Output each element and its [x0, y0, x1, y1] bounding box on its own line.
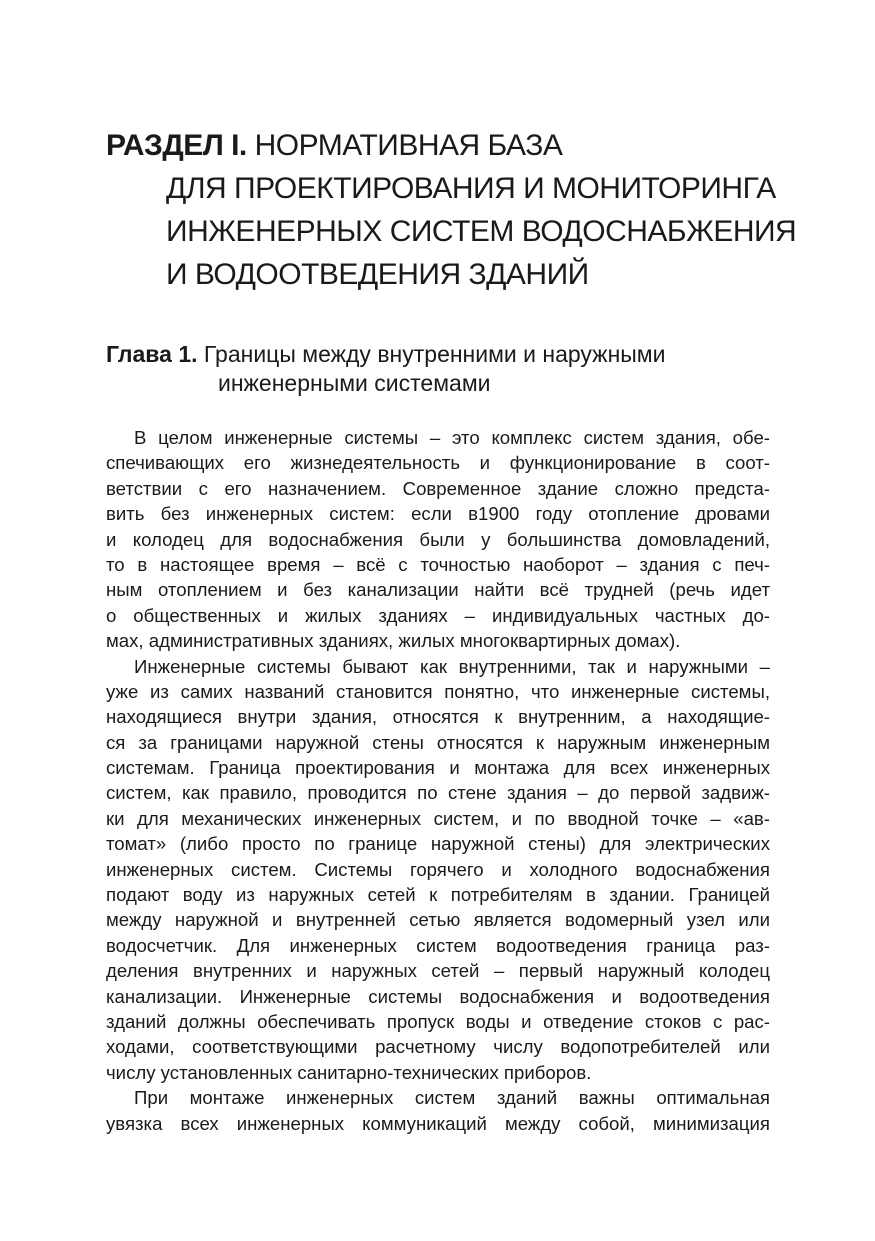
paragraph-line: то в настоящее время – всё с точностью наоборот – здания с печ-	[106, 553, 770, 575]
paragraph	[106, 1085, 770, 1136]
paragraph-line: ся за границами наружной стены относятся к наружным инженерным	[106, 731, 770, 753]
paragraph-line: о общественных и жилых зданиях – индивидуальных частных до-	[106, 604, 770, 626]
section-title-line-2: ДЛЯ ПРОЕКТИРОВАНИЯ И МОНИТОРИНГА	[166, 172, 776, 205]
chapter-label: Глава 1.	[106, 341, 198, 367]
paragraph-line: инженерных систем. Системы горячего и холодного водоснабжения	[106, 858, 770, 880]
paragraph-line: мах, административных зданиях, жилых многоквартирных домах).	[106, 630, 681, 652]
paragraph-line: спечивающих его жизнедеятельность и функционирование в соот-	[106, 452, 770, 474]
paragraph-line: водосчетчик. Для инженерных систем водоотведения граница раз-	[106, 934, 770, 956]
paragraph-line: увязка всех инженерных коммуникаций между собой, минимизация	[106, 1112, 770, 1134]
paragraph-line: томат» (либо просто по границе наружной стены) для электрических	[106, 833, 770, 855]
chapter-title-text: Границы между внутренними и наружными	[197, 341, 666, 367]
paragraph-line: канализации. Инженерные системы водоснабжения и водоотведения	[106, 985, 770, 1007]
paragraph-line: При монтаже инженерных систем зданий важны оптимальная	[134, 1087, 770, 1109]
body-text	[106, 425, 770, 1136]
paragraph-line: зданий должны обеспечивать пропуск воды и отведение стоков с рас-	[106, 1010, 770, 1032]
paragraph-line: вить без инженерных систем: если в1900 году отопление дровами	[106, 503, 770, 525]
section-label: РАЗДЕЛ I.	[106, 129, 247, 162]
paragraph-line: находящиеся внутри здания, относятся к внутренним, а находящие-	[106, 706, 770, 728]
section-title-line-4: И ВОДООТВЕДЕНИЯ ЗДАНИЙ	[166, 258, 589, 291]
paragraph-line: ки для механических инженерных систем, и по вводной точке – «ав-	[106, 807, 770, 829]
chapter-title-line-2: инженерными системами	[218, 370, 491, 396]
paragraph-line: В целом инженерные системы – это комплекс систем здания, обе-	[134, 427, 770, 448]
paragraph-line: между наружной и внутренней сетью является водомерный узел или	[106, 909, 770, 931]
chapter-title	[106, 340, 806, 398]
section-title-line-1	[106, 124, 806, 167]
paragraph	[106, 425, 770, 654]
paragraph-line: ным отоплением и без канализации найти всё трудней (речь идет	[106, 579, 770, 601]
paragraph-line: системам. Граница проектирования и монтажа для всех инженерных	[106, 757, 770, 779]
paragraph-line: уже из самих названий становится понятно, что инженерные системы,	[106, 680, 770, 702]
section-title-text: НОРМАТИВНАЯ БАЗА	[246, 129, 563, 162]
paragraph-line: числу установленных санитарно-технических приборов.	[106, 1061, 592, 1083]
paragraph-line: систем, как правило, проводится по стене здания – до первой задвиж-	[106, 782, 770, 804]
section-title-line-3: ИНЖЕНЕРНЫХ СИСТЕМ ВОДОСНАБЖЕНИЯ	[166, 215, 797, 248]
paragraph-line: деления внутренних и наружных сетей – первый наружный колодец	[106, 960, 770, 982]
paragraph-line: Инженерные системы бывают как внутренними, так и наружными –	[134, 655, 770, 677]
paragraph-line: подают воду из наружных сетей к потребителям в здании. Границей	[106, 884, 770, 906]
chapter-title-line-1	[106, 340, 806, 369]
paragraph-line: ветствии с его назначением. Современное здание сложно предста-	[106, 477, 770, 499]
paragraph-line: и колодец для водоснабжения были у большинства домовладений,	[106, 528, 770, 550]
paragraph	[106, 654, 770, 1086]
paragraph-line: ходами, соответствующими расчетному числу водопотребителей или	[106, 1036, 770, 1058]
section-title	[106, 124, 806, 296]
